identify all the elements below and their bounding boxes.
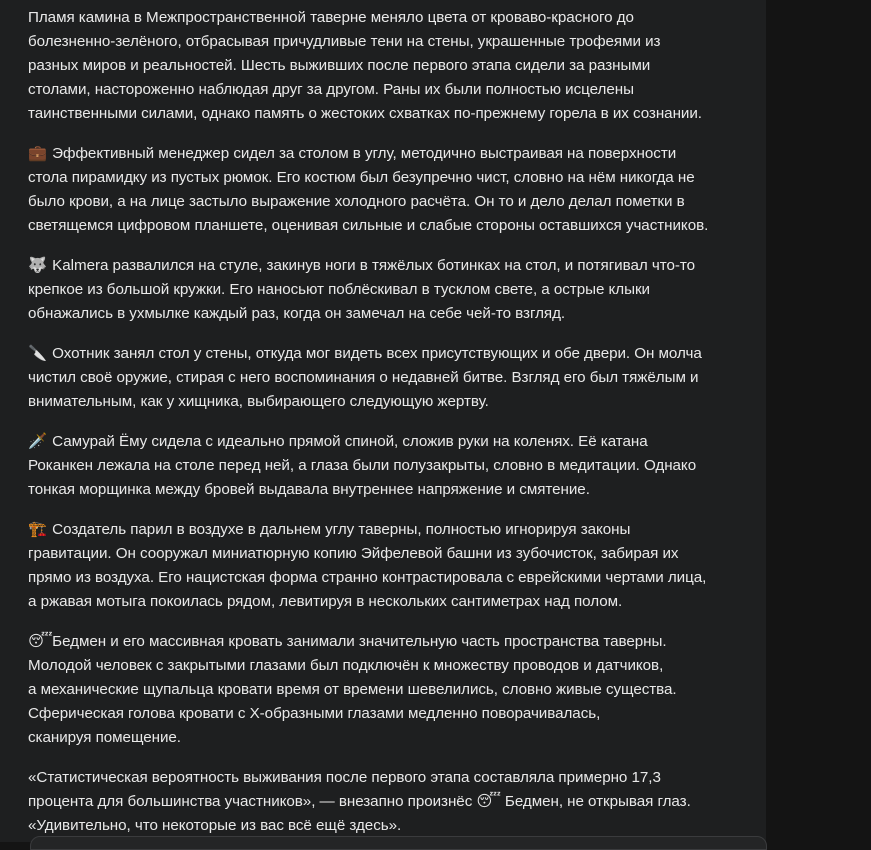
paragraph-bedman: [28, 630, 768, 750]
paragraph-bedman-quote: [28, 766, 768, 838]
paragraph-text: Создатель парил в воздухе в дальнем углу таверны, полностью игнорируя законы гравитации. Он сооружал миниатюрную копию Эйфелевой башни из зубочисток, забирая их прямо из воздуха. Его нацистская форма странно контрастировала с еврейскими чертами лица, а ржавая мотыга покоилась рядом, левитируя в нескольких сантиметрах над полом.: [28, 521, 707, 610]
paragraph-text: Бедмен и его массивная кровать занимали значительную часть пространства таверны. Молодой человек с закрытыми глазами был подключён к множеству проводов и датчиков, а механические щупальца кровати время от времени шевелились, словно живые существа. Сферическая голова кровати с Х-образными глазами медленно поворачивалась, сканируя помещение.: [28, 633, 677, 746]
knife-icon: 🔪: [28, 345, 47, 362]
construction-crane-icon: 🏗️: [28, 521, 47, 538]
sleeping-face-icon: 😴: [28, 633, 53, 650]
message-input-bar[interactable]: [30, 836, 767, 850]
paragraph-hunter: [28, 342, 768, 414]
paragraph-text: Самурай Ёму сидела с идеально прямой спиной, сложив руки на коленях. Её катана Роканкен лежала на столе перед ней, а глаза были полузакрыты, словно в медитации. Однако тонкая морщинка между бровей выдавала внутреннее напряжение и смятение.: [28, 433, 697, 498]
paragraph-kalmera: [28, 254, 768, 326]
paragraph-creator: [28, 518, 768, 614]
paragraph-tavern-intro: [28, 6, 768, 126]
right-gutter: [766, 0, 871, 842]
paragraph-text: Kalmera развалился на стуле, закинув ноги в тяжёлых ботинках на стол, и потягивал что-то крепкое из большой кружки. Его наносьют поблёскивал в тусклом свете, а острые клыки обнажались в ухмылке каждый раз, когда он замечал на себе чей-то взгляд.: [28, 257, 695, 322]
paragraph-text: Пламя камина в Межпространственной таверне меняло цвета от кроваво-красного до болезненно-зелёного, отбрасывая причудливые тени на стены, украшенные трофеями из разных миров и реальностей. Шесть выживших после первого этапа сидели за разными столами, настороженно наблюдая друг за другом. Раны их были полностью исцелены таинственными силами, однако память о жестоких схватках по-прежнему горела в их сознании.: [28, 9, 702, 122]
paragraph-text: Эффективный менеджер сидел за столом в углу, методично выстраивая на поверхности стола пирамидку из пустых рюмок. Его костюм был безупречно чист, словно на нём никогда не было крови, а на лице застыло выражение холодного расчёта. Он то и дело делал пометки в светящемся цифровом планшете, оценивая сильные и слабые стороны оставшихся участников.: [28, 145, 709, 234]
wolf-icon: 🐺: [28, 257, 47, 274]
paragraph-text: Охотник занял стол у стены, откуда мог видеть всех присутствующих и обе двери. Он молча чистил своё оружие, стирая с него воспоминания о недавней битве. Взгляд его был тяжёлым и внимательным, как у хищника, выбирающего следующую жертву.: [28, 345, 702, 410]
paragraph-samurai: [28, 430, 768, 502]
paragraph-manager: [28, 142, 768, 238]
briefcase-icon: 💼: [28, 145, 47, 162]
paragraph-text: «Статистическая вероятность выживания после первого этапа составляла примерно 17,3 процента для большинства участников», — внезапно произнёс 😴 Бедмен, не открывая глаз. «Удивительно, что некоторые из вас всё ещё здесь».: [28, 769, 691, 834]
dagger-icon: 🗡️: [28, 433, 47, 450]
